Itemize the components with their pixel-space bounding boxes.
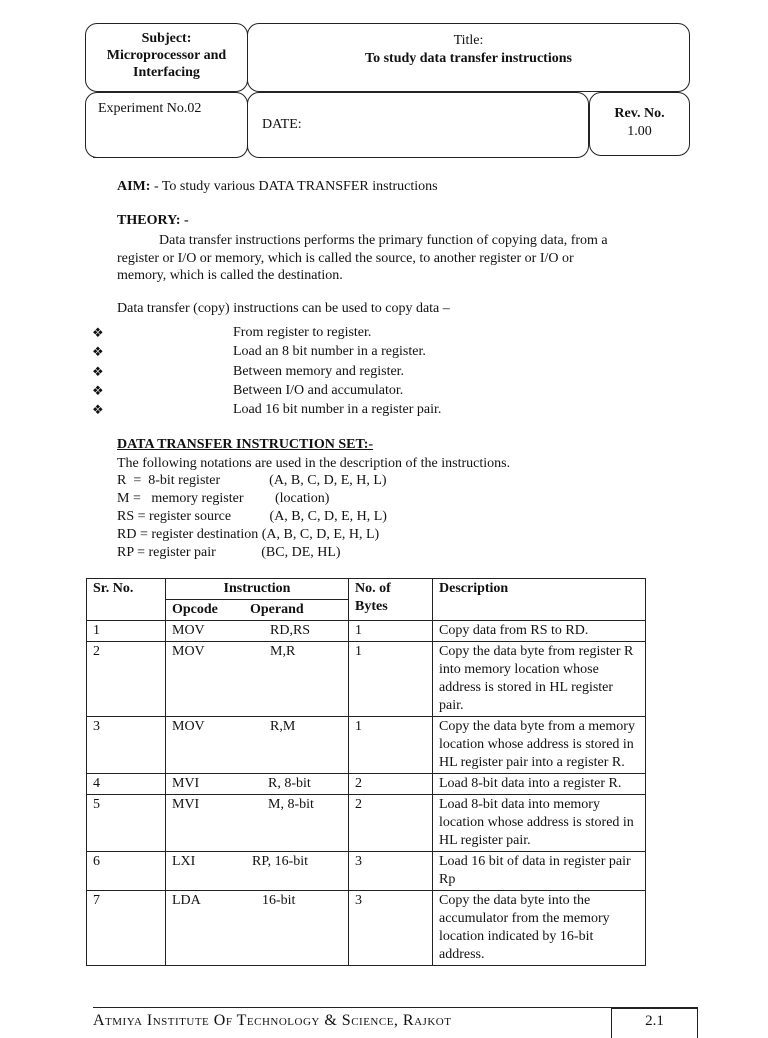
aim-text: - To study various DATA TRANSFER instructions (150, 179, 438, 194)
copy-intro: Data transfer (copy) instructions can be used to copy data – (117, 301, 450, 316)
cell-operand: R, 8-bit (268, 776, 311, 791)
cell-description: Load 8-bit data into a register R. (433, 774, 646, 795)
notation-m: M = memory register (location) (117, 491, 330, 506)
bullet-item: Load an 8 bit number in a register. (233, 344, 426, 359)
cell-description: Copy data from RS to RD. (433, 621, 646, 642)
instruction-table (86, 578, 646, 966)
cell-sr: 4 (87, 774, 166, 795)
title-value: To study data transfer instructions (365, 51, 572, 66)
bullet-icon: ❖ (92, 402, 104, 417)
cell-description: Load 16 bit of data in register pair Rp (433, 852, 646, 891)
cell-bytes: 1 (349, 621, 433, 642)
theory-para-line3: memory, which is called the destination. (117, 268, 343, 283)
title-box (247, 23, 690, 92)
cell-description: Load 8-bit data into memory location whose address is stored in HL register pair. (433, 795, 646, 852)
cell-opcode: LXI (172, 854, 196, 869)
table-row (87, 717, 646, 774)
col-header-opcode: Opcode (172, 602, 218, 617)
col-header-bytes-line2: Bytes (355, 599, 388, 614)
cell-instruction (166, 642, 349, 717)
cell-opcode: MVI (172, 776, 200, 791)
cell-sr: 1 (87, 621, 166, 642)
cell-bytes: 3 (349, 891, 433, 966)
table-row (87, 795, 646, 852)
theory-para-line2: register or I/O or memory, which is called the source, to another register or I/O or (117, 251, 574, 266)
notation-intro: The following notations are used in the description of the instructions. (117, 456, 511, 471)
subject-value-line2: Interfacing (133, 65, 200, 80)
table-row (87, 852, 646, 891)
cell-instruction (166, 621, 349, 642)
col-header-instruction: Instruction (166, 579, 349, 600)
page-footer (93, 1007, 698, 1038)
cell-instruction (166, 852, 349, 891)
cell-opcode: MOV (172, 644, 205, 659)
cell-bytes: 2 (349, 795, 433, 852)
cell-instruction (166, 717, 349, 774)
cell-sr: 3 (87, 717, 166, 774)
cell-bytes: 2 (349, 774, 433, 795)
table-row (87, 774, 646, 795)
bullet-icon: ❖ (92, 325, 104, 340)
cell-opcode: LDA (172, 893, 201, 908)
experiment-box (85, 92, 248, 158)
notation-rd: RD = register destination (A, B, C, D, E, H, L) (117, 527, 380, 542)
subject-box (85, 23, 248, 92)
table-row (87, 891, 646, 966)
cell-sr: 5 (87, 795, 166, 852)
cell-sr: 2 (87, 642, 166, 717)
notation-r: R = 8-bit register (A, B, C, D, E, H, L) (117, 473, 387, 488)
aim-label: AIM: (117, 179, 151, 194)
bullet-item: From register to register. (233, 325, 372, 340)
cell-bytes: 3 (349, 852, 433, 891)
header-divider (93, 157, 113, 158)
bullet-icon: ❖ (92, 364, 104, 379)
table-row (87, 642, 646, 717)
bullet-item: Load 16 bit number in a register pair. (233, 402, 442, 417)
bullet-item: Between memory and register. (233, 364, 405, 379)
notation-rs: RS = register source (A, B, C, D, E, H, L) (117, 509, 387, 524)
theory-heading: THEORY: - (117, 213, 189, 228)
footer-institute: Atmiya Institute Of Technology & Science, Rajkot (93, 1012, 452, 1029)
cell-sr: 6 (87, 852, 166, 891)
footer-page-number: 2.1 (611, 1008, 698, 1038)
col-header-operand: Operand (250, 602, 304, 617)
rev-value: 1.00 (627, 124, 652, 139)
cell-bytes: 1 (349, 717, 433, 774)
cell-opcode: MOV (172, 719, 205, 734)
cell-instruction (166, 795, 349, 852)
date-box (247, 92, 589, 158)
col-header-bytes (349, 579, 433, 621)
col-header-opcode-operand (166, 600, 349, 621)
title-label: Title: (453, 33, 484, 48)
cell-operand: M,R (270, 644, 296, 659)
cell-opcode: MVI (172, 797, 200, 812)
cell-sr: 7 (87, 891, 166, 966)
cell-operand: RD,RS (270, 623, 311, 638)
instruction-set-heading: DATA TRANSFER INSTRUCTION SET:- (117, 437, 374, 452)
date-label: DATE: (262, 117, 302, 132)
rev-label: Rev. No. (614, 106, 665, 121)
cell-description: Copy the data byte from register R into memory location whose address is stored in HL register pair. (433, 642, 646, 717)
subject-label: Subject: (141, 31, 192, 46)
notation-rp: RP = register pair (BC, DE, HL) (117, 545, 341, 560)
rev-box (589, 92, 690, 156)
cell-operand: 16-bit (262, 893, 296, 908)
col-header-bytes-line1: No. of (355, 581, 391, 596)
col-header-description: Description (433, 579, 646, 621)
cell-description: Copy the data byte into the accumulator from the memory location indicated by 16-bit address. (433, 891, 646, 966)
experiment-number: Experiment No.02 (98, 101, 202, 116)
cell-operand: M, 8-bit (268, 797, 314, 812)
cell-operand: R,M (270, 719, 296, 734)
cell-description: Copy the data byte from a memory location whose address is stored in HL register pair into a register R. (433, 717, 646, 774)
cell-opcode: MOV (172, 623, 205, 638)
bullet-icon: ❖ (92, 344, 104, 359)
cell-instruction (166, 891, 349, 966)
theory-para-line1: Data transfer instructions performs the primary function of copying data, from a (117, 233, 608, 248)
bullet-icon: ❖ (92, 383, 104, 398)
cell-operand: RP, 16-bit (252, 854, 309, 869)
cell-instruction (166, 774, 349, 795)
table-header-row (87, 579, 646, 600)
table-row (87, 621, 646, 642)
aim-line (117, 179, 438, 195)
bullet-item: Between I/O and accumulator. (233, 383, 404, 398)
subject-value-line1: Microprocessor and (106, 48, 227, 63)
cell-bytes: 1 (349, 642, 433, 717)
col-header-sr: Sr. No. (87, 579, 166, 621)
